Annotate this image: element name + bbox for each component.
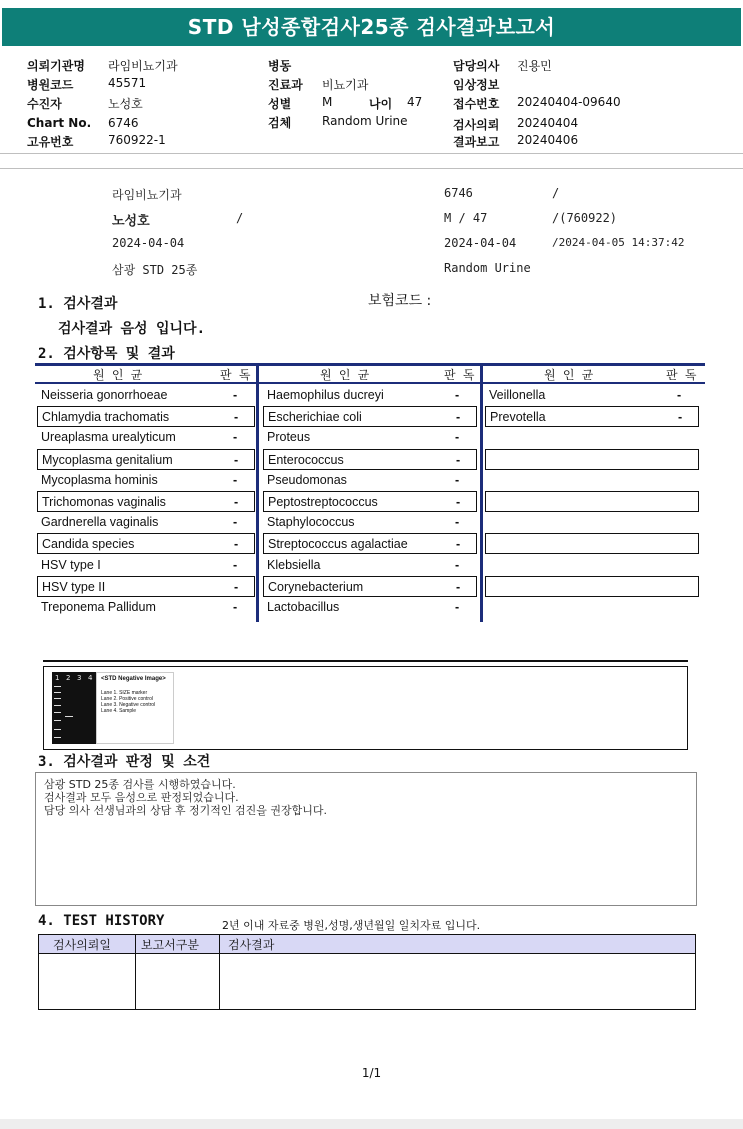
- info-chart-slash: /: [552, 186, 560, 200]
- marker-band: [54, 712, 61, 713]
- pathogen-result: -: [233, 430, 238, 445]
- patient-label: 수진자: [27, 97, 62, 111]
- result-row: [263, 385, 477, 406]
- gel-legend-item: Lane 1. SIZE marker: [101, 690, 148, 696]
- clinical-label: 임상정보: [453, 78, 500, 92]
- specimen-value: Random Urine: [322, 114, 408, 128]
- history-header-report-type: 보고서구분: [141, 938, 199, 952]
- gel-legend-item: Lane 2. Positive control: [101, 696, 153, 702]
- age-value: 47: [407, 95, 423, 109]
- pathogen-name: Neisseria gonorrhoeae: [41, 388, 168, 402]
- col2-judgement-header: 판 독: [444, 368, 475, 382]
- pathogen-result: -: [233, 388, 238, 402]
- opinion-line: 삼광 STD 25종 검사를 시행하였습니다.: [44, 778, 236, 791]
- pathogen-name: HSV type I: [41, 557, 101, 572]
- column-separator: [480, 363, 483, 622]
- result-date-value: 20240406: [517, 133, 579, 147]
- pathogen-name: Trichomonas vaginalis: [42, 495, 166, 509]
- opinion-line: 검사결과 모두 음성으로 판정되었습니다.: [44, 791, 239, 804]
- pathogen-result: -: [234, 579, 239, 594]
- pathogen-result: -: [455, 600, 460, 614]
- pathogen-result: -: [455, 515, 460, 530]
- result-row: [37, 427, 255, 448]
- pathogen-name: Ureaplasma urealyticum: [41, 430, 176, 445]
- section2-title: 2. 검사항목 및 결과: [38, 346, 175, 362]
- pathogen-name: Escherichiae coli: [268, 410, 362, 425]
- dept-label: 진료과: [268, 78, 303, 92]
- section4-title: 4. TEST HISTORY: [38, 913, 165, 929]
- marker-band: [54, 686, 61, 687]
- doctor-label: 담당의사: [453, 59, 500, 73]
- page-bottom-band: [0, 1119, 743, 1129]
- lane-number: 1: [55, 674, 60, 682]
- result-row: [263, 470, 477, 491]
- report-title: STD 남성종합검사25종 검사결과보고서: [2, 8, 741, 46]
- info-test-name: 삼광 STD 25종: [112, 263, 198, 277]
- marker-band: [54, 692, 61, 693]
- info-collected-date: 2024-04-04: [444, 236, 517, 250]
- pathogen-name: Veillonella: [489, 388, 546, 402]
- page-number: 1/1: [361, 1066, 382, 1080]
- pathogen-name: Staphylococcus: [267, 515, 355, 530]
- pathogen-result: -: [455, 472, 460, 487]
- unique-no-value: 760922-1: [108, 133, 166, 147]
- empty-result-row: [485, 576, 699, 597]
- opinion-box: [35, 772, 697, 906]
- pathogen-result: -: [233, 472, 238, 487]
- result-row: [37, 533, 255, 554]
- pathogen-result: -: [456, 495, 461, 509]
- pathogen-name: Lactobacillus: [267, 600, 340, 614]
- pathogen-result: -: [677, 388, 682, 402]
- info-sex-age: M / 47: [444, 211, 488, 225]
- info-birth: /(760922): [552, 211, 618, 225]
- pathogen-name: Haemophilus ducreyi: [267, 388, 384, 402]
- result-row: [263, 597, 477, 618]
- pathogen-name: HSV type II: [42, 579, 106, 594]
- history-table: [38, 934, 696, 1010]
- control-band: [65, 716, 73, 717]
- marker-band: [54, 698, 61, 699]
- result-row: [37, 555, 255, 576]
- sex-label: 성별: [268, 97, 292, 111]
- empty-result-row: [485, 533, 699, 554]
- result-row: [37, 491, 255, 512]
- result-row: [37, 512, 255, 533]
- result-row: [485, 406, 699, 427]
- info-divider: [0, 168, 743, 169]
- history-header-result: 검사결과: [228, 938, 275, 952]
- doctor-value: 진용민: [517, 59, 552, 73]
- marker-band: [54, 705, 61, 706]
- result-row: [263, 491, 477, 512]
- pathogen-name: Treponema Pallidum: [41, 600, 156, 614]
- opinion-line: 담당 의사 선생님과의 상담 후 정기적인 검진을 권장합니다.: [44, 804, 327, 817]
- pathogen-result: -: [234, 452, 239, 467]
- info-report-time: /2024-04-05 14:37:42: [552, 236, 685, 249]
- specimen-label: 검체: [268, 116, 292, 130]
- col2-pathogen-header: 원 인 균: [320, 368, 370, 382]
- pathogen-result: -: [234, 537, 239, 552]
- receipt-label: 접수번호: [453, 97, 500, 111]
- result-row: [37, 597, 255, 618]
- section1-result: 검사결과 음성 입니다.: [58, 321, 206, 337]
- ward-label: 병동: [268, 59, 292, 73]
- result-row: [263, 406, 477, 427]
- marker-band: [54, 720, 61, 721]
- gel-legend: [96, 672, 174, 744]
- history-note: 2년 이내 자료중 병원,성명,생년월일 일치자료 입니다.: [222, 919, 481, 932]
- sex-value: M: [322, 95, 333, 109]
- pathogen-name: Prevotella: [490, 410, 546, 425]
- pathogen-name: Streptococcus agalactiae: [268, 537, 408, 552]
- image-divider: [43, 660, 688, 662]
- col1-judgement-header: 판 독: [220, 368, 251, 382]
- pathogen-name: Proteus: [267, 430, 311, 445]
- result-row: [485, 385, 699, 406]
- pathogen-result: -: [234, 495, 239, 509]
- result-row: [263, 533, 477, 554]
- chart-label: Chart No.: [27, 116, 92, 130]
- patient-value: 노성호: [108, 97, 143, 111]
- result-row: [263, 512, 477, 533]
- empty-result-row: [485, 449, 699, 470]
- pathogen-result: -: [233, 557, 238, 572]
- lane-number: 4: [88, 674, 93, 682]
- insurance-code-label: 보험코드 :: [368, 293, 432, 309]
- result-row: [37, 576, 255, 597]
- result-row: [37, 449, 255, 470]
- marker-band: [54, 729, 61, 730]
- chart-value: 6746: [108, 116, 139, 130]
- pathogen-result: -: [234, 410, 239, 425]
- info-patient: 노성호: [112, 214, 150, 229]
- empty-result-row: [485, 491, 699, 512]
- pathogen-result: -: [233, 515, 238, 530]
- history-header-request-date: 검사의뢰일: [53, 938, 111, 952]
- pathogen-result: -: [455, 430, 460, 445]
- info-patient-slash: /: [236, 211, 244, 225]
- pathogen-result: -: [456, 537, 461, 552]
- col1-pathogen-header: 원 인 균: [93, 368, 143, 382]
- result-row: [263, 555, 477, 576]
- result-row: [263, 427, 477, 448]
- marker-band: [54, 737, 61, 738]
- request-label: 검사의뢰: [453, 118, 500, 132]
- pathogen-name: Corynebacterium: [268, 579, 364, 594]
- col3-pathogen-header: 원 인 균: [544, 368, 594, 382]
- dept-value: 비뇨기과: [322, 78, 369, 92]
- result-row: [37, 470, 255, 491]
- result-row: [37, 406, 255, 427]
- section1-title: 1. 검사결과: [38, 296, 118, 312]
- gel-legend-title: <STD Negative Image>: [101, 676, 166, 682]
- pathogen-result: -: [456, 579, 461, 594]
- pathogen-name: Klebsiella: [267, 557, 321, 572]
- info-request-date: 2024-04-04: [112, 236, 185, 250]
- pathogen-name: Mycoplasma hominis: [41, 472, 158, 487]
- pathogen-result: -: [233, 600, 238, 614]
- lane-number: 2: [66, 674, 71, 682]
- result-row: [263, 449, 477, 470]
- hospital-value: 라임비뇨기과: [108, 59, 178, 73]
- lane-number: 3: [77, 674, 82, 682]
- info-chart: 6746: [444, 186, 473, 200]
- history-table-header: [39, 935, 695, 954]
- pathogen-name: Chlamydia trachomatis: [42, 410, 170, 425]
- pathogen-name: Mycoplasma genitalium: [42, 452, 173, 467]
- pathogen-name: Enterococcus: [268, 452, 344, 467]
- pathogen-name: Candida species: [42, 537, 135, 552]
- pathogen-result: -: [456, 410, 461, 425]
- receipt-value: 20240404-09640: [517, 95, 621, 109]
- result-row: [37, 385, 255, 406]
- pathogen-result: -: [455, 388, 460, 402]
- history-col-divider: [135, 935, 136, 1009]
- col3-judgement-header: 판 독: [666, 368, 697, 382]
- section3-title: 3. 검사결과 판정 및 소견: [38, 754, 211, 770]
- info-specimen: Random Urine: [444, 261, 531, 275]
- history-col-divider: [219, 935, 220, 1009]
- pathogen-name: Pseudomonas: [267, 472, 347, 487]
- result-date-label: 결과보고: [453, 135, 500, 149]
- pathogen-name: Peptostreptococcus: [268, 495, 378, 509]
- header-divider: [0, 153, 743, 154]
- pathogen-name: Gardnerella vaginalis: [41, 515, 159, 530]
- gel-legend-item: Lane 3. Negative control: [101, 702, 156, 708]
- hospital-code-value: 45571: [108, 76, 147, 90]
- gel-electrophoresis-image: [52, 672, 96, 744]
- pathogen-result: -: [678, 410, 683, 425]
- hospital-label: 의뢰기관명: [27, 59, 85, 73]
- request-value: 20240404: [517, 116, 579, 130]
- gel-legend-item: Lane 4. Sample: [101, 708, 137, 714]
- age-label: 나이: [369, 97, 393, 111]
- pathogen-result: -: [456, 452, 461, 467]
- hospital-code-label: 병원코드: [27, 78, 74, 92]
- result-row: [263, 576, 477, 597]
- info-hospital: 라임비뇨기과: [112, 188, 182, 202]
- pathogen-result: -: [455, 557, 460, 572]
- unique-no-label: 고유번호: [27, 135, 74, 149]
- column-separator: [256, 363, 259, 622]
